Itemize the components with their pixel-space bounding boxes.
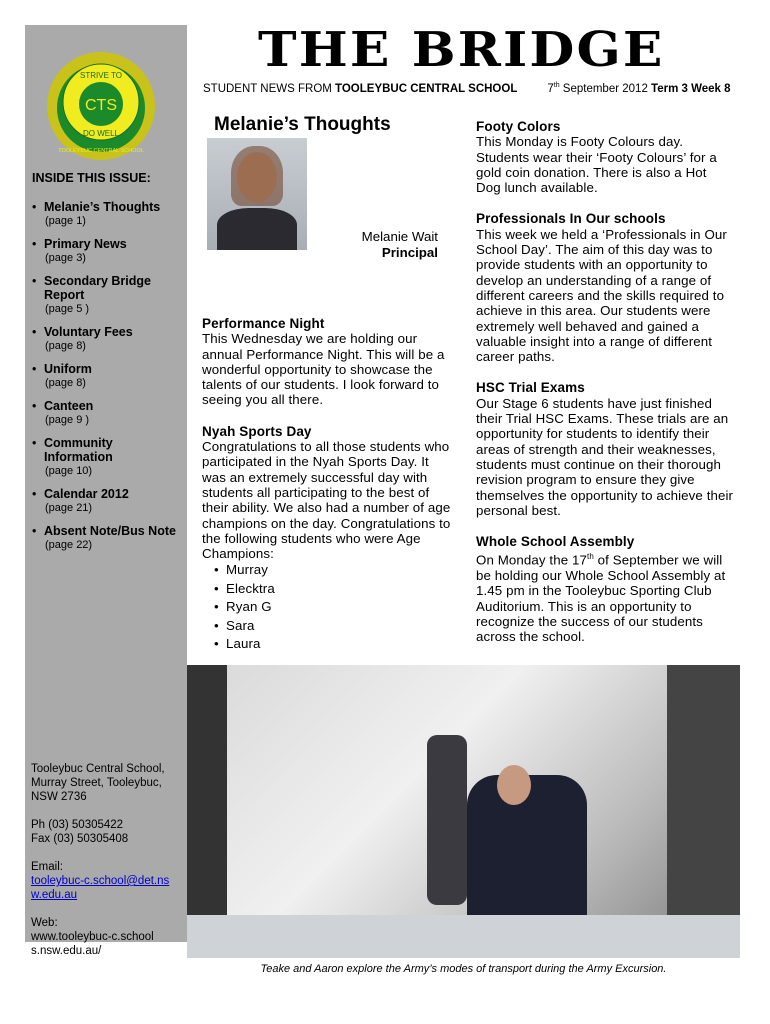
toc-title: • Melanie’s Thoughts — [44, 200, 161, 214]
article-title: Performance Night — [202, 316, 325, 331]
article-body: This Wednesday we are holding our annual Performance Night. This will be a wonderful opportunity to showcase the talents of our students. I look forward to seeing you all there. — [202, 331, 445, 408]
champion-item: • Sara — [214, 617, 452, 636]
logo-initials: CTS — [85, 97, 117, 114]
toc-title: • Secondary Bridge Report — [44, 274, 151, 302]
term-week: Term 3 Week 8 — [651, 82, 731, 95]
toc-title: • Absent Note/Bus Note — [44, 524, 176, 538]
article-body: This Monday is Footy Colours day. Students wear their ‘Footy Colours’ for a gold coin donation. There is also a Hot Dog lunch available. — [476, 134, 717, 196]
toc-item[interactable] — [32, 487, 182, 515]
toc-page: (page 9 ) — [45, 414, 90, 426]
toc-page: (page 8) — [45, 340, 86, 352]
logo-ring-text: TOOLEYBUC CENTRAL SCHOOL — [58, 148, 144, 154]
assembly-sup: th — [587, 552, 594, 562]
toc-title: • Uniform — [44, 362, 92, 376]
date-suffix: th — [553, 82, 560, 89]
article-title: Nyah Sports Day — [202, 423, 312, 439]
fax: Fax (03) 50305408 — [31, 833, 129, 845]
excursion-photo — [187, 665, 740, 958]
section-heading: Melanie’s Thoughts — [214, 114, 391, 135]
champion-item: • Murray — [214, 561, 452, 580]
toc-page: (page 5 ) — [45, 303, 90, 315]
toc-page: (page 22) — [45, 539, 93, 551]
newsletter-title: THE BRIDGE — [258, 22, 665, 78]
article-title: Professionals In Our schools — [476, 211, 666, 227]
table-of-contents — [32, 200, 182, 561]
toc-item[interactable] — [32, 325, 182, 353]
sub-prefix: STUDENT NEWS FROM — [203, 82, 336, 95]
principal-name: Melanie Wait — [361, 229, 438, 244]
school-logo — [45, 50, 157, 162]
address-line: Tooleybuc Central School, — [31, 763, 165, 775]
web-address: www.tooleybuc-c.schools.nsw.edu.au/ — [31, 931, 154, 957]
school-name: TOOLEYBUC CENTRAL SCHOOL — [335, 82, 518, 95]
toc-item[interactable] — [32, 362, 182, 390]
article-title: Whole School Assembly — [476, 534, 635, 550]
principal-photo — [207, 138, 307, 250]
assembly-text: On Monday the 17 — [476, 552, 588, 568]
champion-item: • Elecktra — [214, 580, 452, 599]
toc-page: (page 21) — [45, 502, 93, 514]
toc-title: • Voluntary Fees — [44, 325, 133, 339]
article-title: HSC Trial Exams — [476, 380, 585, 396]
address — [31, 762, 181, 958]
logo-motto-bottom: DO WELL — [82, 129, 120, 138]
web-label: Web: — [31, 917, 58, 929]
email-link[interactable]: tooleybuc-c.school@det.nsw.edu.au — [31, 875, 170, 901]
toc-page: (page 1) — [45, 215, 86, 227]
principal-role: Principal — [381, 245, 438, 260]
photo-caption: Teake and Aaron explore the Army’s modes of transport during the Army Excursion. — [260, 963, 667, 975]
date: September 2012 — [559, 82, 652, 95]
champions-list — [202, 561, 452, 654]
phone: Ph (03) 50305422 — [31, 819, 124, 831]
assembly-text: of September we will be holding our Whole School Assembly at 1.45 pm in the Tooleybuc Sporting Club Auditorium. This is an opportunity to recognize the success of our students across the school. — [476, 552, 726, 645]
toc-page: (page 10) — [45, 465, 93, 477]
champion-item: • Laura — [214, 635, 452, 654]
toc-page: (page 3) — [45, 252, 86, 264]
toc-item[interactable] — [32, 399, 182, 427]
champion-item: • Ryan G — [214, 598, 452, 617]
article-title: Footy Colors — [476, 119, 561, 134]
article-body — [476, 549, 734, 644]
inside-heading: INSIDE THIS ISSUE: — [32, 171, 151, 185]
date-day: 7 — [547, 82, 554, 95]
article-body: Congratulations to all those students who participated in the Nyah Sports Day. It was an extremely successful day with students all participating to the best of their ability. We also had a number of age champions on the day. Congratulations to the following students who were Age Champions: — [202, 439, 451, 562]
toc-title: • Community Information — [44, 436, 113, 464]
toc-item[interactable] — [32, 274, 182, 316]
article-body: This week we held a ‘Professionals in Our School Day’. The aim of this day was to provide students with an opportunity to develop an understanding of a range of different careers and the skills required to achieve in this area. Our students were extremely well behaved and gained a valuable insight into a range of different career paths. — [476, 226, 727, 365]
masthead-subtitle — [203, 82, 731, 95]
toc-item[interactable] — [32, 436, 182, 478]
logo-motto-top: STRIVE TO — [80, 71, 122, 80]
toc-item[interactable] — [32, 237, 182, 265]
email-label: Email: — [31, 861, 63, 873]
toc-title: • Primary News — [44, 237, 127, 251]
toc-title: • Calendar 2012 — [44, 487, 129, 501]
toc-item[interactable] — [32, 200, 182, 228]
toc-page: (page 8) — [45, 377, 86, 389]
toc-item[interactable] — [32, 524, 182, 552]
article-body: Our Stage 6 students have just finished their Trial HSC Exams. These trials are an opportunity for students to identify their areas of strength and their weaknesses, students must continue on their thorough revision program to ensure they give themselves the opportunity to achieve their personal best. — [476, 395, 734, 518]
address-line: NSW 2736 — [31, 791, 87, 803]
address-line: Murray Street, Tooleybuc, — [31, 777, 162, 789]
toc-title: • Canteen — [44, 399, 94, 413]
